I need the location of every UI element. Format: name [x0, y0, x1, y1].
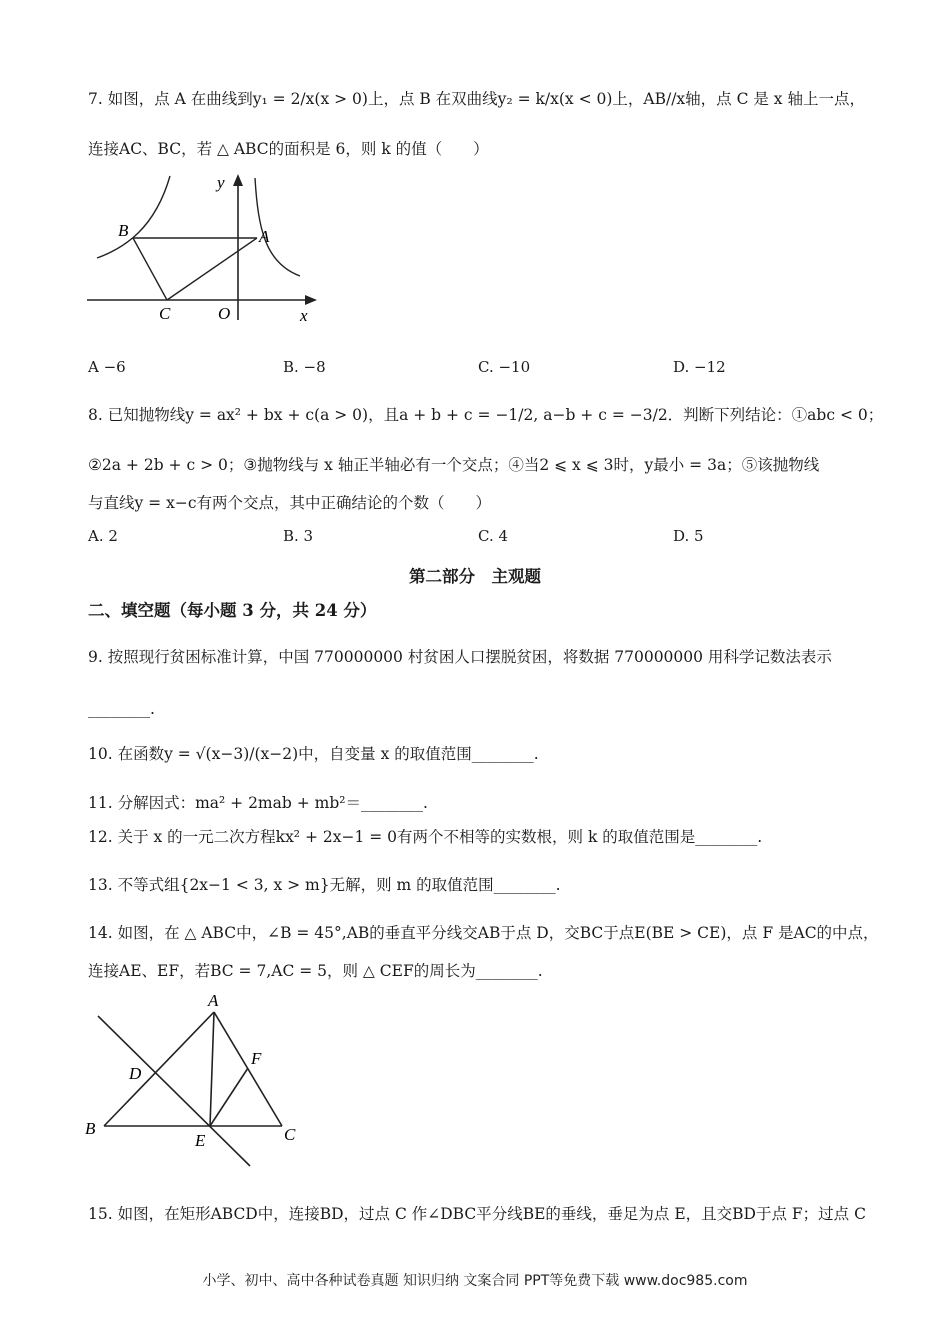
- q15-text: 15. 如图，在矩形ABCD中，连接BD，过点 C 作∠DBC平分线BE的垂线，垂足为点 E，且交BD于点 F；过点 C: [88, 1205, 866, 1223]
- q8-option-d: D. 5: [673, 527, 704, 545]
- q7-line2: 连接AC、BC，若 △ ABC的面积是 6，则 k 的值（ ）: [88, 140, 489, 158]
- q14-label-e: E: [195, 1131, 206, 1150]
- q10-text: 10. 在函数y = √(x−3)/(x−2)中，自变量 x 的取值范围________.: [88, 745, 539, 763]
- q14-line1: 14. 如图，在 △ ABC中，∠B = 45°,AB的垂直平分线交AB于点 D，交BC于点E(BE > CE)，点 F 是AC的中点，: [88, 924, 879, 942]
- q8-line2: ②2a + 2b + c > 0；③抛物线与 x 轴正半轴必有一个交点；④当2 ⩽ x ⩽ 3时，y最小 = 3a；⑤该抛物线: [88, 456, 820, 474]
- q7-y-arrow: [233, 174, 243, 186]
- q14-label-f: F: [251, 1049, 262, 1068]
- q7-line1: 7. 如图，点 A 在曲线到y₁ = 2/x(x > 0)上，点 B 在双曲线y₂ = k/x(x < 0)上，AB//x轴，点 C 是 x 轴上一点，: [88, 90, 865, 108]
- q14-label-a: A: [208, 991, 219, 1010]
- q7-option-d: D. −12: [673, 358, 726, 376]
- q14-segment-ef: [210, 1068, 248, 1126]
- q7-x-arrow: [305, 295, 317, 305]
- q14-figure: [82, 988, 312, 1173]
- q7-options: [88, 358, 868, 376]
- q8-line1: 8. 已知抛物线y = ax² + bx + c(a > 0)，且a + b + c = −1/2, a−b + c = −3/2．判断下列结论：①abc < 0；: [88, 406, 884, 424]
- q7-left-branch: [97, 176, 170, 258]
- q8-line3: 与直线y = x−c有两个交点，其中正确结论的个数（ ）: [88, 494, 492, 512]
- q13-text: 13. 不等式组{2x−1 < 3, x > m}无解，则 m 的取值范围________.: [88, 876, 561, 894]
- q8-options: [88, 527, 868, 545]
- q7-option-c: C. −10: [478, 358, 531, 376]
- q14-label-b: B: [85, 1119, 96, 1138]
- q7-label-y: y: [217, 173, 225, 192]
- q7-label-o: O: [218, 304, 231, 323]
- q8-option-a: A. 2: [88, 527, 118, 545]
- q7-label-a: A: [259, 227, 270, 246]
- q7-option-a: A −6: [88, 358, 126, 376]
- q8-option-b: B. 3: [283, 527, 314, 545]
- q7-label-x: x: [300, 306, 308, 325]
- q14-segment-ab: [104, 1012, 214, 1126]
- q7-figure: [85, 168, 325, 328]
- q14-line2: 连接AE、EF，若BC = 7,AC = 5，则 △ CEF的周长为________.: [88, 962, 543, 980]
- q14-label-c: C: [284, 1125, 296, 1144]
- q7-option-b: B. −8: [283, 358, 326, 376]
- q7-label-b: B: [118, 221, 129, 240]
- q14-label-d: D: [129, 1064, 142, 1083]
- page-footer: 小学、初中、高中各种试卷真题 知识归纳 文案合同 PPT等免费下载 www.doc985.com: [202, 1273, 748, 1289]
- q9-line2: ________.: [88, 700, 155, 718]
- q7-label-c: C: [159, 304, 171, 323]
- q12-text: 12. 关于 x 的一元二次方程kx² + 2x−1 = 0有两个不相等的实数根，则 k 的取值范围是________.: [88, 828, 763, 846]
- q14-segment-ae: [210, 1012, 214, 1126]
- q8-option-c: C. 4: [478, 527, 509, 545]
- q7-segment-ac: [167, 238, 257, 300]
- section2-title: 二、填空题（每小题 3 分，共 24 分）: [88, 601, 377, 620]
- q11-text: 11. 分解因式：ma² + 2mab + mb²＝________.: [88, 794, 428, 812]
- part2-title: 第二部分 主观题: [409, 567, 541, 586]
- q7-segment-bc: [133, 238, 167, 300]
- q9-line1: 9. 按照现行贫困标准计算，中国 770000000 村贫困人口摆脱贫困，将数据 770000000 用科学记数法表示: [88, 648, 832, 666]
- q14-perpendicular-bisector: [98, 1016, 250, 1166]
